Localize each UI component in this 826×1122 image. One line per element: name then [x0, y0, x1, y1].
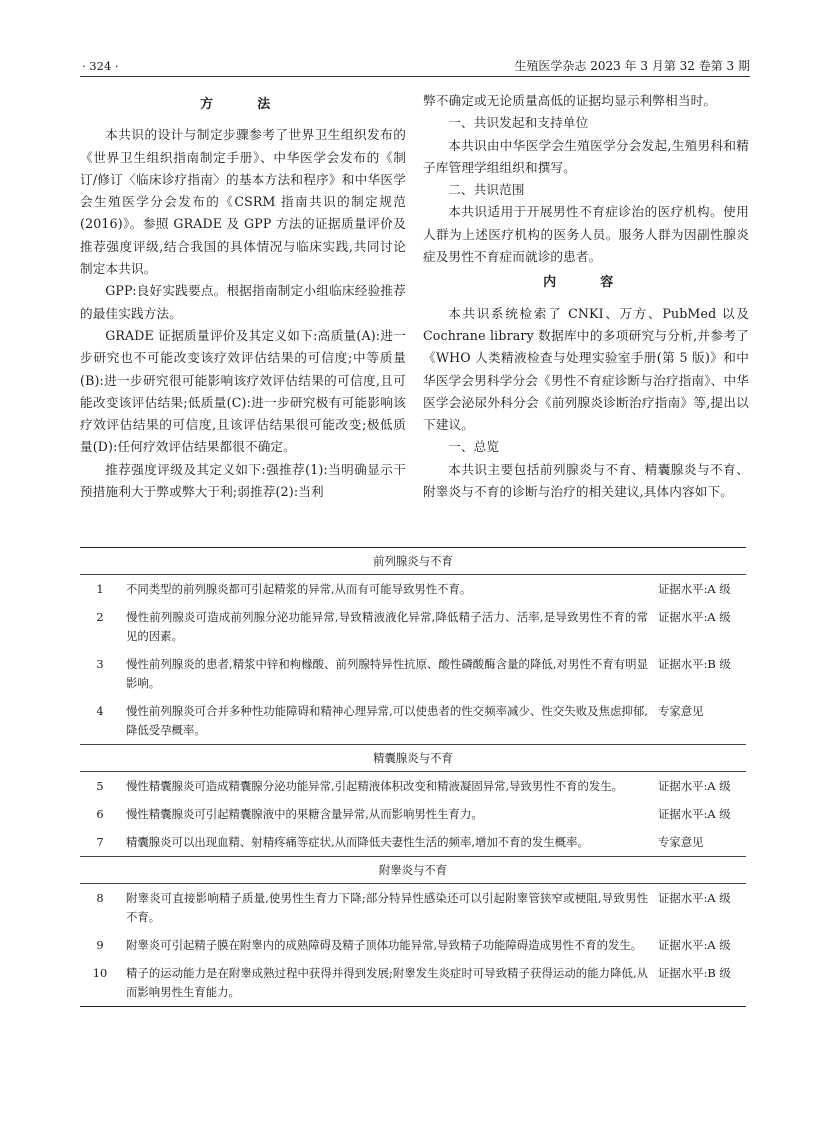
table-bottom-rule [80, 1006, 746, 1007]
table-row [80, 772, 746, 800]
paragraph-continuation: 弊不确定或无论质量高低的证据均显示利弊相当时。 [423, 93, 717, 108]
row-number: 9 [96, 938, 104, 952]
evidence-level: 证据水平:A 级 [658, 779, 731, 793]
row-text: 慢性精囊腺炎可引起精囊腺液中的果糖含量异常,从而影响男性生育力。 [126, 807, 483, 821]
row-text: 慢性前列腺炎的患者,精浆中锌和枸橼酸、前列腺特异性抗原、酸性磷酸酶含量的降低,对男性不育有明显影响。 [126, 657, 648, 690]
row-number: 8 [96, 891, 104, 905]
row-number: 6 [96, 807, 104, 821]
paragraph: 本共识由中华医学会生殖医学分会发起,生殖男科和精子库管理学组组织和撰写。 [423, 137, 749, 175]
right-column [423, 90, 749, 503]
row-text: 慢性精囊腺炎可造成精囊腺分泌功能异常,引起精液体积改变和精液凝固异常,导致男性不育的发生。 [126, 779, 624, 793]
row-number: 1 [96, 582, 104, 596]
section-title-content: 内 容 [543, 275, 629, 291]
paragraph: 本共识主要包括前列腺炎与不育、精囊腺炎与不育、附睾炎与不育的诊断与治疗的相关建议,具体内容如下。 [423, 461, 749, 500]
section-title-methods: 方 法 [200, 97, 286, 112]
subsection-title: 一、共识发起和支持单位 [448, 115, 589, 131]
table-row [80, 800, 746, 828]
table-section-title: 附睾炎与不育 [378, 863, 448, 877]
table-section-title: 精囊腺炎与不育 [373, 751, 453, 765]
row-text: 精子的运动能力是在附睾成熟过程中获得并得到发展;附睾发生炎症时可导致精子获得运动的能力降低,从而影响男性生育能力。 [126, 966, 648, 999]
journal-title: 生殖医学杂志 2023 年 3 月第 32 卷第 3 期 [514, 59, 750, 73]
paragraph: GPP:良好实践要点。根据指南制定小组临床经验推荐的最佳实践方法。 [80, 283, 406, 321]
row-text: 慢性前列腺炎可合并多种性功能障碍和精神心理异常,可以使患者的性交频率减少、性交失败及焦虑抑郁,降低受孕概率。 [126, 704, 648, 737]
evidence-level: 专家意见 [658, 835, 704, 849]
paragraph: 本共识的设计与制定步骤参考了世界卫生组织发布的《世界卫生组织指南制定手册》、中华医学会发布的《制订/修订〈临床诊疗指南〉的基本方法和程序》和中华医学会生殖医学分会发布的《CSRM 指南共识的制定规范(2016)》。参照 GRADE 及 GPP 方法的证据质量评价及推荐强度评级,结合我国的具体情况与临床实践,共同讨论制定本共识。 [80, 127, 406, 277]
paragraph: 本共识适用于开展男性不育症诊治的医疗机构。使用人群为上述医疗机构的医务人员。服务人群为因副性腺炎症及男性不育症而就诊的患者。 [423, 204, 749, 265]
subsection-title: 二、共识范围 [448, 182, 525, 198]
row-text: 精囊腺炎可以出现血精、射精疼痛等症状,从而降低夫妻性生活的频率,增加不育的发生概率。 [126, 835, 589, 849]
evidence-level: 证据水平:A 级 [658, 938, 731, 952]
running-header [80, 56, 750, 76]
row-text: 附睾炎可引起精子膜在附睾内的成熟障碍及精子顶体功能异常,导致精子功能障碍造成男性不育的发生。 [126, 938, 643, 952]
table-row [80, 931, 746, 959]
row-text: 附睾炎可直接影响精子质量,使男性生育力下降;部分特异性感染还可以引起附睾管狭窄或梗阻,导致男性不育。 [126, 891, 648, 924]
table-section-title: 前列腺炎与不育 [373, 554, 453, 568]
table-row [80, 603, 746, 650]
row-number: 4 [96, 704, 104, 718]
paragraph: GRADE 证据质量评价及其定义如下:高质量(A):进一步研究也不可能改变该疗效评估结果的可信度;中等质量(B):进一步研究很可能影响该疗效评估结果的可信度,且可能改变该评估结果;低质量(C):进一步研究极有可能影响该疗效评估结果的可信度,且该评估结果很可能改变;极低质量(D):任何疗效评估结果都很不确定。 [80, 327, 406, 455]
row-text: 慢性前列腺炎可造成前列腺分泌功能异常,导致精液液化异常,降低精子活力、活率,是导致男性不育的常见的因素。 [126, 610, 648, 643]
evidence-level: 证据水平:A 级 [658, 807, 731, 821]
left-column [80, 90, 406, 503]
row-text: 不同类型的前列腺炎都可引起精浆的异常,从而有可能导致男性不育。 [126, 582, 472, 596]
table-row [80, 650, 746, 697]
table-row [80, 828, 746, 856]
evidence-level: 专家意见 [658, 704, 704, 718]
table-row [80, 884, 746, 931]
evidence-level: 证据水平:A 级 [658, 610, 731, 624]
subsection-title: 一、总览 [448, 439, 500, 455]
page-number: · 324 · [82, 59, 119, 73]
row-number: 10 [92, 966, 108, 980]
table-row [80, 697, 746, 744]
row-number: 5 [96, 779, 104, 793]
row-number: 3 [96, 657, 104, 671]
table-row [80, 575, 746, 603]
recommendation-table [80, 547, 746, 1007]
paragraph: 本共识系统检索了 CNKI、万方、PubMed 以及 Cochrane library 数据库中的多项研究与分析,并参考了《WHO 人类精液检查与处理实验室手册(第 5 版)》和中华医学会男科学分会《男性不育症诊断与治疗指南》、中华医学会泌尿外科分会《前列腺炎诊断治疗指南》等,提出以下建议。 [423, 305, 749, 433]
row-number: 7 [96, 835, 104, 849]
evidence-level: 证据水平:B 级 [658, 966, 731, 980]
evidence-level: 证据水平:A 级 [658, 891, 731, 905]
paragraph: 推荐强度评级及其定义如下:强推荐(1):当明确显示干预措施利大于弊或弊大于利;弱推荐(2):当利 [80, 461, 406, 500]
table-row [80, 959, 746, 1006]
row-number: 2 [96, 610, 104, 624]
evidence-level: 证据水平:B 级 [658, 657, 731, 671]
evidence-level: 证据水平:A 级 [658, 582, 731, 596]
header-rule [80, 76, 750, 77]
